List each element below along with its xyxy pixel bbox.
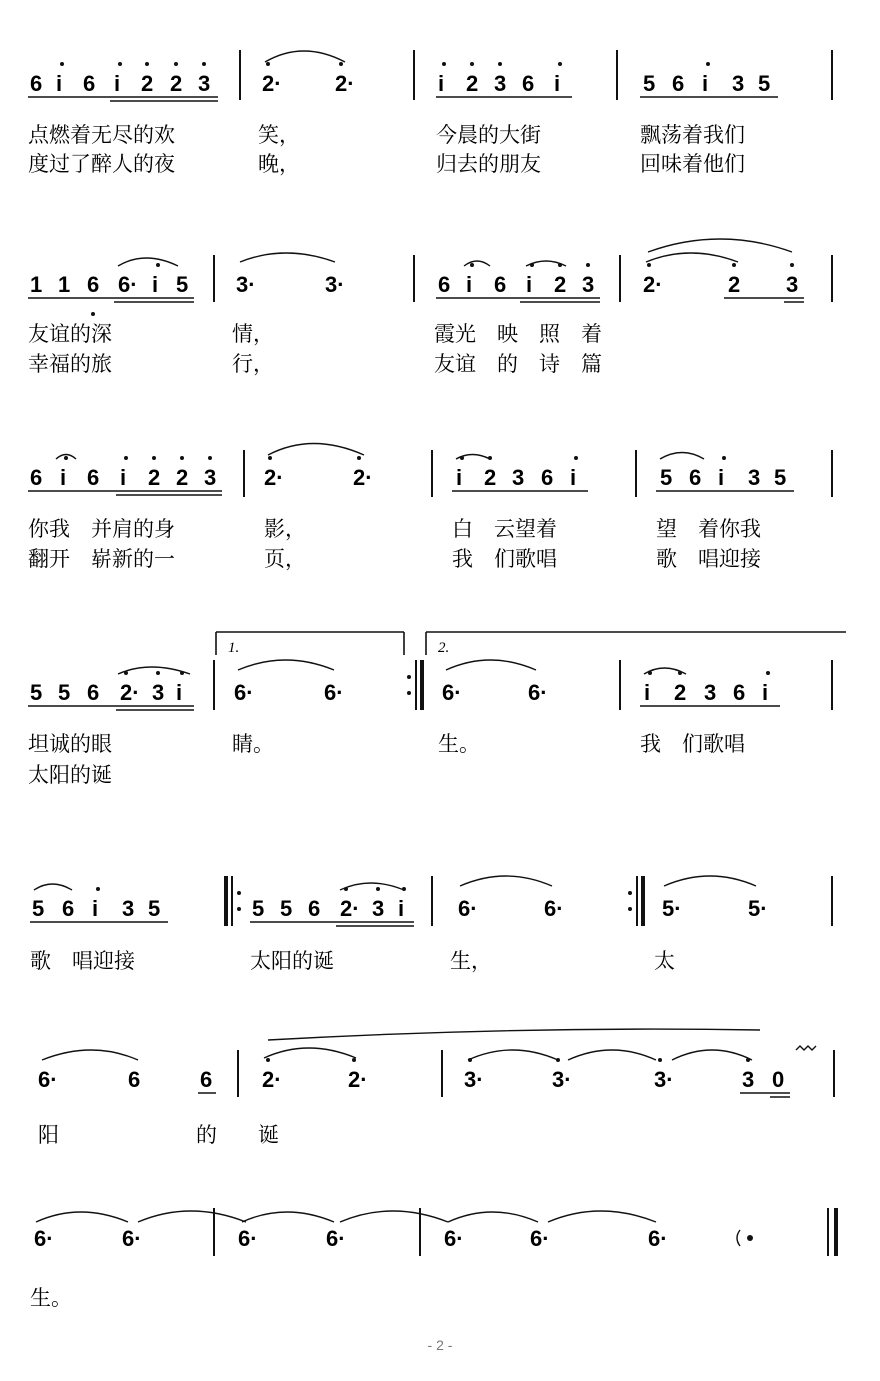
lyric: 生。 <box>30 1286 72 1310</box>
note: 6· <box>458 896 478 921</box>
note: 2· <box>264 465 284 490</box>
note: 6· <box>122 1226 142 1251</box>
note: i <box>526 272 533 297</box>
note: 2· <box>262 1067 282 1092</box>
note: 2 <box>554 272 567 297</box>
lyric: 的 <box>196 1123 217 1147</box>
lyric: 翻开 崭新的一 <box>28 547 175 571</box>
lyric: 太 <box>654 949 675 973</box>
note: 2· <box>335 71 355 96</box>
note: 3· <box>552 1067 572 1092</box>
note: 5 <box>176 272 189 297</box>
lyric: 睛。 <box>232 732 274 756</box>
note: 3 <box>494 71 507 96</box>
note: 6 <box>200 1067 213 1092</box>
lyric: 友谊 的 诗 篇 <box>434 352 602 376</box>
system-7 <box>30 1208 836 1310</box>
system-6 <box>38 1029 834 1147</box>
note: 6 <box>87 680 100 705</box>
lyric: 幸福的旅 <box>28 352 112 376</box>
note: 3 <box>748 465 761 490</box>
note: 5 <box>280 896 293 921</box>
lyric: 笑， <box>258 123 300 147</box>
note: 2· <box>262 71 282 96</box>
note: 2 <box>170 71 183 96</box>
note: 6 <box>128 1067 141 1092</box>
lyric: 生。 <box>438 732 480 756</box>
note: 3 <box>512 465 525 490</box>
note: i <box>60 465 67 490</box>
lyric: 情， <box>232 322 274 346</box>
lyric: 坦诚的眼 <box>28 732 112 756</box>
note: 2· <box>353 465 373 490</box>
note: 6 <box>308 896 321 921</box>
note: 6· <box>238 1226 258 1251</box>
lyric: 太阳的诞 <box>250 949 334 973</box>
lyric: 归去的朋友 <box>436 152 541 176</box>
note: 3 <box>152 680 165 705</box>
note: i <box>152 272 159 297</box>
lyric: 我 们歌唱 <box>452 547 557 571</box>
note: 6 <box>87 465 100 490</box>
note: 3· <box>236 272 256 297</box>
note: 3 <box>732 71 745 96</box>
note: i <box>114 71 121 96</box>
note: 2 <box>141 71 154 96</box>
note: 6 <box>541 465 554 490</box>
note: 6· <box>442 680 462 705</box>
lyric: 白 云望着 <box>452 517 557 541</box>
note: 2 <box>674 680 687 705</box>
system-3 <box>28 444 832 573</box>
note: 6 <box>438 272 451 297</box>
note: 3 <box>704 680 717 705</box>
note: 2 <box>176 465 189 490</box>
note: 6 <box>62 896 75 921</box>
lyric: 晚， <box>258 152 300 176</box>
note: 5 <box>758 71 771 96</box>
system-5 <box>30 876 832 974</box>
system-1 <box>28 50 832 177</box>
note: i <box>398 896 405 921</box>
note: 6· <box>528 680 548 705</box>
lyric: 今晨的大街 <box>436 123 541 147</box>
note: 3 <box>204 465 217 490</box>
note: 2· <box>120 680 140 705</box>
note: 0 <box>772 1067 785 1092</box>
note: 5· <box>748 896 768 921</box>
note: 6· <box>326 1226 346 1251</box>
note: 2· <box>340 896 360 921</box>
note: 6· <box>38 1067 58 1092</box>
lyric: 生， <box>450 949 492 973</box>
note: 3 <box>198 71 211 96</box>
note: i <box>438 71 445 96</box>
note: 6· <box>444 1226 464 1251</box>
note: i <box>466 272 473 297</box>
note: 1 <box>58 272 71 297</box>
note: 6 <box>672 71 685 96</box>
lyric: 页， <box>264 547 306 571</box>
note: 1 <box>30 272 43 297</box>
note: 3· <box>325 272 345 297</box>
note: 5 <box>643 71 656 96</box>
note: 6 <box>30 465 43 490</box>
note: 2 <box>484 465 497 490</box>
note: i <box>702 71 709 96</box>
note: i <box>718 465 725 490</box>
lyric: 飘荡着我们 <box>640 123 745 147</box>
lyric: 你我 并肩的身 <box>28 517 175 541</box>
note: 6 <box>83 71 96 96</box>
lyric: 歌 唱迎接 <box>656 547 761 571</box>
note: i <box>554 71 561 96</box>
note: 2 <box>466 71 479 96</box>
note: i <box>92 896 99 921</box>
lyric: 行， <box>232 352 274 376</box>
note: 6· <box>648 1226 668 1251</box>
note: 5· <box>662 896 682 921</box>
lyric: 影， <box>264 517 306 541</box>
note: 6· <box>118 272 138 297</box>
note: i <box>56 71 63 96</box>
note: 6 <box>87 272 100 297</box>
note: 6· <box>34 1226 54 1251</box>
volta-1-label: 1. <box>228 640 240 656</box>
note: 3 <box>372 896 385 921</box>
note: 6 <box>689 465 702 490</box>
volta-2-label: 2. <box>438 640 450 656</box>
note: 6 <box>494 272 507 297</box>
note: 5 <box>32 896 45 921</box>
lyric: 歌 唱迎接 <box>30 949 135 973</box>
lyric: 点燃着无尽的欢 <box>28 123 175 147</box>
note: 5 <box>774 465 787 490</box>
lyric: 阳 <box>38 1123 59 1147</box>
note: 6 <box>522 71 535 96</box>
lyric: 霞光 映 照 着 <box>434 322 602 346</box>
note: 2 <box>728 272 741 297</box>
note: 6· <box>530 1226 550 1251</box>
note: 2· <box>348 1067 368 1092</box>
note: 3 <box>122 896 135 921</box>
lyric: 太阳的诞 <box>28 763 112 787</box>
note: 2· <box>643 272 663 297</box>
note: 6· <box>544 896 564 921</box>
note: 5 <box>252 896 265 921</box>
note: 5 <box>148 896 161 921</box>
lyric: 回味着他们 <box>640 152 745 176</box>
note: 3 <box>742 1067 755 1092</box>
note: i <box>176 680 183 705</box>
note: i <box>456 465 463 490</box>
note: 6· <box>324 680 344 705</box>
lyric: 我 们歌唱 <box>640 732 745 756</box>
note: 6 <box>733 680 746 705</box>
note: 3 <box>582 272 595 297</box>
note: 6 <box>30 71 43 96</box>
note: 6· <box>234 680 254 705</box>
note: 3· <box>654 1067 674 1092</box>
note: 5 <box>30 680 43 705</box>
note: 5 <box>58 680 71 705</box>
note: 5 <box>660 465 673 490</box>
note: i <box>762 680 769 705</box>
note: i <box>644 680 651 705</box>
note: i <box>120 465 127 490</box>
note: 2 <box>148 465 161 490</box>
system-4 <box>28 632 846 787</box>
note: i <box>570 465 577 490</box>
note: 3 <box>786 272 799 297</box>
lyric: 诞 <box>258 1123 279 1147</box>
lyric: 友谊的深 <box>28 322 112 346</box>
note: 3· <box>464 1067 484 1092</box>
system-2 <box>28 239 832 377</box>
lyric: 度过了醉人的夜 <box>28 152 175 176</box>
lyric: 望 着你我 <box>656 517 761 541</box>
page-number: - 2 - <box>427 1337 453 1353</box>
